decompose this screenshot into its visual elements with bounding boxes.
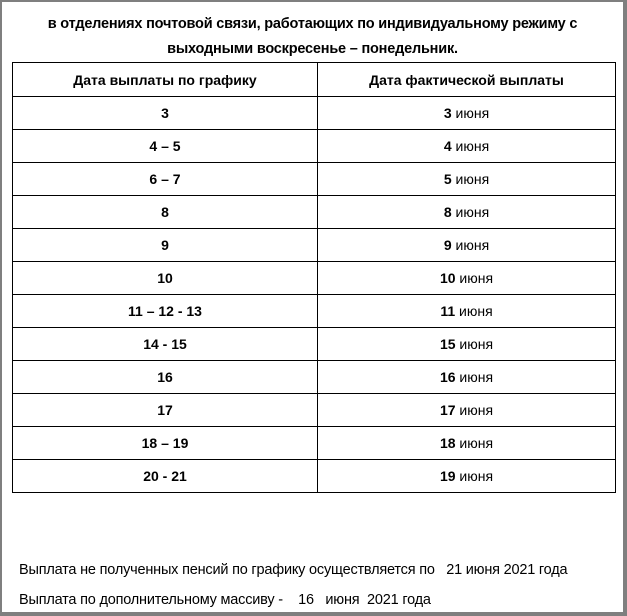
table-row [13,163,616,196]
scheduled-date-cell: 3 [13,97,318,130]
table-row [13,394,616,427]
actual-date-cell [318,328,616,361]
scheduled-date-cell: 6 – 7 [13,163,318,196]
actual-date-cell [318,196,616,229]
actual-month: июня [459,369,494,385]
actual-month: июня [455,138,490,154]
table-row [13,262,616,295]
actual-month: июня [455,105,490,121]
actual-day: 19 [439,468,456,484]
actual-day: 11 [440,303,456,319]
actual-day: 18 [439,435,456,451]
actual-date-cell [318,295,616,328]
actual-date-cell [318,130,616,163]
table-row [13,328,616,361]
table-row [13,97,616,130]
scheduled-date-cell: 4 – 5 [13,130,318,163]
table-row [13,229,616,262]
actual-month: июня [459,303,493,319]
scheduled-date-cell: 10 [13,262,318,295]
actual-date-cell [318,262,616,295]
actual-day: 15 [439,336,456,352]
document-heading [2,12,623,62]
table-row [13,361,616,394]
actual-day: 16 [439,369,456,385]
note-unpaid-pensions: Выплата не полученных пенсий по графику осуществляется по 21 июня 2021 года [19,562,568,578]
actual-date-cell [318,394,616,427]
actual-day: 9 [443,237,452,253]
scheduled-date-cell: 16 [13,361,318,394]
actual-month: июня [459,270,494,286]
payment-schedule-table [12,62,616,493]
scheduled-date-cell: 18 – 19 [13,427,318,460]
actual-date-cell [318,97,616,130]
actual-day: 3 [443,105,452,121]
actual-day: 4 [443,138,452,154]
actual-month: июня [459,402,494,418]
heading-line-2: выходными воскресенье – понедельник. [167,41,458,57]
table-row [13,196,616,229]
actual-month: июня [455,204,490,220]
actual-date-cell [318,460,616,493]
table-row [13,295,616,328]
scheduled-date-cell: 8 [13,196,318,229]
scheduled-date-cell: 9 [13,229,318,262]
actual-day: 17 [439,402,456,418]
scheduled-date-cell: 17 [13,394,318,427]
actual-date-cell [318,427,616,460]
actual-date-cell [318,361,616,394]
actual-date-cell [318,229,616,262]
scheduled-date-cell: 11 – 12 - 13 [13,295,318,328]
actual-date-cell [318,163,616,196]
scheduled-date-cell: 14 - 15 [13,328,318,361]
table-row [13,130,616,163]
actual-day: 8 [443,204,452,220]
actual-month: июня [459,336,494,352]
actual-day: 5 [443,171,452,187]
heading-line-1: в отделениях почтовой связи, работающих по индивидуальному режиму с [47,16,578,32]
actual-month: июня [455,171,490,187]
table-row [13,427,616,460]
table-row [13,460,616,493]
header-scheduled-date: Дата выплаты по графику [13,63,318,97]
table-header-row [13,63,616,97]
scheduled-date-cell: 20 - 21 [13,460,318,493]
actual-day: 10 [439,270,456,286]
actual-month: июня [459,468,494,484]
actual-month: июня [455,237,490,253]
actual-month: июня [459,435,494,451]
header-actual-date: Дата фактической выплаты [318,63,616,97]
note-additional-payment: Выплата по дополнительному массиву - 16 июня 2021 года [19,592,431,608]
